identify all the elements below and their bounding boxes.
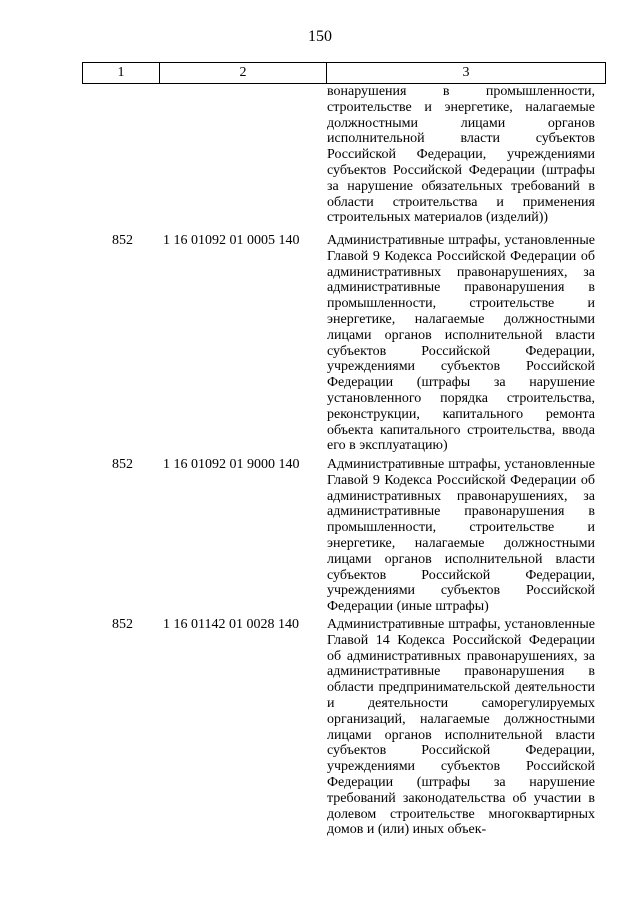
column-header-2: 2 <box>160 63 327 83</box>
budget-code-cell: 1 16 01092 01 0005 140 <box>163 233 300 248</box>
description-cell: Административные штрафы, установленные Главой 9 Кодекса Российской Федерации об административных правонарушениях, за административные правонарушения в промышленности, строительстве и энергетике, налагаемые должностными лицами органов исполнительной власти субъектов Российской Федерации, учреждениями субъектов Российской Федерации (иные штрафы) <box>327 457 595 615</box>
table-header <box>82 62 606 84</box>
admin-code-cell: 852 <box>112 457 133 472</box>
description-cell: Административные штрафы, установленные Главой 9 Кодекса Российской Федерации об административных правонарушениях, за административные правонарушения в промышленности, строительстве и энергетике, налагаемые должностными лицами органов исполнительной власти субъектов Российской Федерации, учреждениями субъектов Российской Федерации (штрафы за нарушение установленного порядка строительства, реконструкции, капитального ремонта объекта капитального строительства, ввода его в эксплуатацию) <box>327 233 595 454</box>
continued-description: вонарушения в промышленности, строительстве и энергетике, налагаемые должностными лицами органов исполнительной власти субъектов Российской Федерации, учреждениями субъектов Российской Федерации (штрафы за нарушение обязательных требований в области строительства и применения строительных материалов (изделий)) <box>327 84 595 226</box>
admin-code-cell: 852 <box>112 233 133 248</box>
column-header-3: 3 <box>462 65 470 80</box>
description-cell: Административные штрафы, установленные Главой 14 Кодекса Российской Федерации об административных правонарушениях, за административные правонарушения в области предпринимательской деятельности и деятельности саморегулируемых организаций, налагаемые должностными лицами органов исполнительной власти субъектов Российской Федерации, учреждениями субъектов Российской Федерации (штрафы за нарушение требований законодательства об участии в долевом строительстве многоквартирных домов и (или) иных объек- <box>327 617 595 838</box>
admin-code-cell: 852 <box>112 617 133 632</box>
budget-code-cell: 1 16 01092 01 9000 140 <box>163 457 300 472</box>
budget-code-cell: 1 16 01142 01 0028 140 <box>163 617 299 632</box>
page-number: 150 <box>308 28 332 45</box>
column-header-1: 1 <box>83 63 160 83</box>
